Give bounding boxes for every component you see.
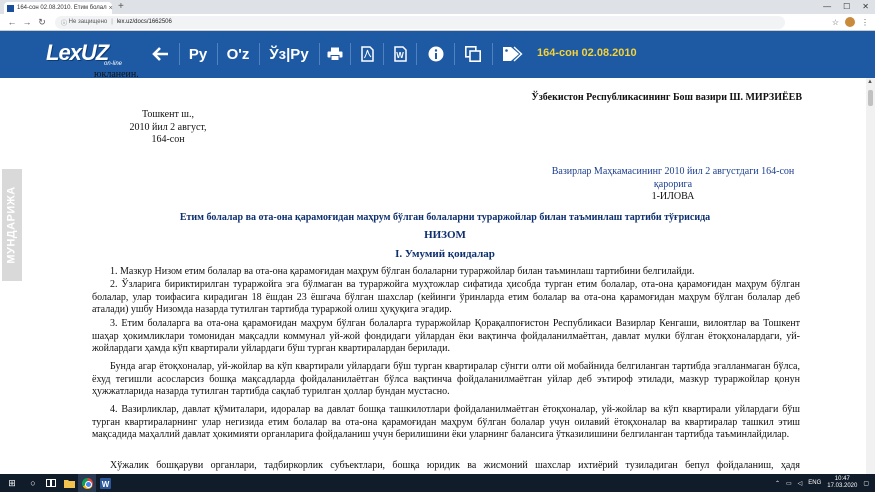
- maximize-button[interactable]: ☐: [843, 2, 851, 11]
- header-divider: [454, 43, 455, 65]
- back-icon[interactable]: ←: [7, 17, 17, 27]
- number-line: 164-сон: [151, 134, 185, 146]
- date-line: 2010 йил 2 август,: [129, 121, 207, 133]
- header-divider: [319, 43, 320, 65]
- cut-off-line: юкланеин.: [94, 69, 139, 80]
- chrome-icon: [82, 478, 93, 489]
- svg-text:W: W: [395, 51, 404, 60]
- appendix-block: [548, 166, 798, 204]
- svg-text:W: W: [101, 479, 109, 489]
- place-line: Тошкент ш.,: [141, 109, 195, 120]
- header-divider: [383, 43, 384, 65]
- forward-icon[interactable]: →: [22, 17, 32, 27]
- lexuz-favicon-icon: [7, 5, 14, 12]
- new-tab-button[interactable]: +: [118, 1, 124, 12]
- tab-title: 164-сон 02.08.2010. Етим болал: [17, 5, 107, 11]
- logo-subtitle: on-line: [104, 61, 123, 67]
- scrollbar[interactable]: [866, 78, 875, 474]
- word-taskbar-icon[interactable]: [96, 474, 114, 492]
- paragraph: 3. Етим болаларга ва ота-она қарамоғидан маҳрум бўлган болаларга тураржойлар Қорақалпоғистон Республикаси Вазирлар Кенгаши, вилоятлар ва Тошкент шаҳар ҳокимликлари томонидан мақсадли коммунал уй-жой фондидаги уйлардан ёки вақтинча фойдаланилмаётган, давлат мулки бўлган ётоқхоналардаги, уй-жойлардаги ҳамда кўп квартирали уйлардаги бўш турган квартиралардан берилади.: [92, 318, 800, 355]
- document-heading: Етим болалар ва ота-она қарамоғидан маҳрум бўлган болаларни тураржойлар билан таъминлаш тартиби тўғрисида: [179, 212, 711, 223]
- lang-uz-ru-button[interactable]: Ўз|Ру: [269, 45, 309, 63]
- copy-icon[interactable]: [461, 43, 485, 65]
- document-body: [88, 69, 802, 474]
- word-icon[interactable]: [389, 43, 411, 65]
- paragraph: 4. Вазирликлар, давлат қўмиталари, идоралар ва давлат бошқа ташкилотлари фойдаланилмаётган ётоқхоналар, уй-жойлар ва кўп квартирали уйлардаги бўш турган квартираларнинг улар негизида етим болалар ва ота-она қарамоғидан маҳрум бўлган болалар учун оилавий ётоқхоналар ва квартиралар ташкил этиш мақсадида маҳаллий давлат ҳокимияти органларига фойдаланиш учун берилишини ёки уларнинг балансига ўтказилишини белгиланган тартибда таъминлайдилар.: [92, 404, 800, 441]
- header-divider: [259, 43, 260, 65]
- header-divider: [179, 43, 180, 65]
- lang-uz-latin-button[interactable]: O'z: [226, 45, 250, 63]
- info-circle-icon[interactable]: ⓘ: [61, 20, 69, 27]
- address-bar: [0, 14, 875, 31]
- search-icon[interactable]: ○: [30, 478, 36, 488]
- profile-avatar[interactable]: [845, 17, 855, 27]
- contents-tab-label: МУНДАРИЖА: [6, 186, 19, 264]
- clock[interactable]: [827, 476, 857, 490]
- paragraph: 2. Ўзларига бириктирилган тураржойга эга бўлмаган ва тураржойга муҳтожлар сифатида ҳисобда турган етим болалар, ота-она қарамоғидан маҳрум бўлган болалар, улар тоифасига кирадиган 18 ёшдан 23 ёшгача бўлган шахслар (кейинги ўринларда етим болалар ва ота-она қарамоғидан маҳрум бўлган болалар деб аталади) ушбу Низомда назарда тутилган тартибда тураржой олиш ҳуқуқига эгадир.: [92, 279, 800, 316]
- tray-chevron-icon[interactable]: ⌃: [774, 480, 780, 487]
- document-title: 164-сон 02.08.2010: [537, 47, 637, 59]
- header-divider: [416, 43, 417, 65]
- menu-dots-icon[interactable]: ⋮: [861, 17, 869, 27]
- scroll-thumb[interactable]: [868, 90, 873, 106]
- appendix-decree-link[interactable]: қарорига: [653, 178, 693, 190]
- clock-time: 10:47: [834, 476, 850, 482]
- clock-date: 17.03.2020: [827, 483, 858, 489]
- document-subheading: НИЗОМ: [424, 229, 466, 241]
- appendix-line[interactable]: Вазирлар Маҳкамасининг 2010 йил 2 августдаги 164-сон: [551, 166, 795, 177]
- taskbar: [0, 474, 875, 492]
- language-indicator[interactable]: ENG: [808, 480, 822, 486]
- minimize-button[interactable]: —: [823, 2, 832, 11]
- scroll-up-icon[interactable]: ▲: [867, 79, 873, 85]
- pdf-icon[interactable]: [356, 43, 378, 65]
- windows-start-icon[interactable]: ⊞: [8, 477, 16, 488]
- close-window-button[interactable]: ✕: [862, 2, 869, 11]
- lang-ru-button[interactable]: Ру: [188, 45, 208, 63]
- section-heading: I. Умумий қоидалар: [395, 248, 495, 260]
- tab-close-button[interactable]: ×: [108, 4, 113, 12]
- network-icon[interactable]: ▭: [785, 480, 792, 487]
- paragraph: 1. Мазкур Низом етим болалар ва ота-она қарамоғидан маҳрум бўлган болаларни тураржойлар билан таъминлаш тартибини белгилайди.: [110, 266, 695, 277]
- print-icon[interactable]: [324, 43, 346, 65]
- info-icon[interactable]: [424, 43, 448, 65]
- appendix-number: 1-ИЛОВА: [651, 191, 695, 203]
- paragraph: Бунда агар ётоқхоналар, уй-жойлар ва кўп квартирали уйлардаги бўш турган квартиралар сўнгги олти ой мобайнида белгиланган тартибда эгалланмаган бўлса, ёхуд тегишли асосларсиз бошқа мақсадларда фойдаланилаётган бўлса вақтинча фойдаланилмаётган уйлар деб эътироф этилади, мазкур тураржойлар қонун ҳужжатларида назарда тутилган тартибда сақлаб турилган ҳоллар бундан мустасно.: [92, 361, 800, 398]
- paragraph: Хўжалик бошқаруви органлари, тадбиркорлик субъектлари, бошқа юридик ва жисмоний шахслар ихтиёрий тузиладиган бепул фойдаланиш, ҳадя: [110, 460, 800, 471]
- url-text: lex.uz/docs/1662506: [116, 19, 172, 25]
- lexuz-logo[interactable]: [46, 40, 142, 68]
- bookmark-star-icon[interactable]: ☆: [831, 17, 839, 27]
- back-arrow-icon[interactable]: [148, 43, 174, 65]
- url-separator: |: [111, 19, 113, 25]
- place-date-block: [128, 109, 208, 147]
- header-divider: [492, 43, 493, 65]
- window-controls: [823, 0, 869, 14]
- contents-tab[interactable]: [2, 169, 22, 281]
- browser-tabbar: [0, 0, 875, 14]
- address-bar-actions: [832, 17, 869, 27]
- chrome-taskbar-icon[interactable]: [78, 474, 96, 492]
- signature-line: Ўзбекистон Республикасининг Бош вазири Ш. МИРЗИЁЕВ: [531, 92, 802, 103]
- header-divider: [350, 43, 351, 65]
- browser-tab[interactable]: [4, 2, 112, 14]
- volume-icon[interactable]: ◁: [797, 480, 803, 487]
- notifications-icon[interactable]: ▢: [863, 480, 869, 487]
- tag-icon[interactable]: [499, 43, 525, 65]
- system-tray: [775, 476, 875, 490]
- header-divider: [217, 43, 218, 65]
- security-label: Не защищено: [68, 19, 108, 25]
- file-explorer-icon[interactable]: [60, 474, 78, 492]
- task-view-icon[interactable]: [42, 474, 60, 492]
- reload-icon[interactable]: ↻: [38, 16, 46, 27]
- logo-text: LexUZ: [46, 40, 109, 65]
- url-input[interactable]: [55, 16, 785, 29]
